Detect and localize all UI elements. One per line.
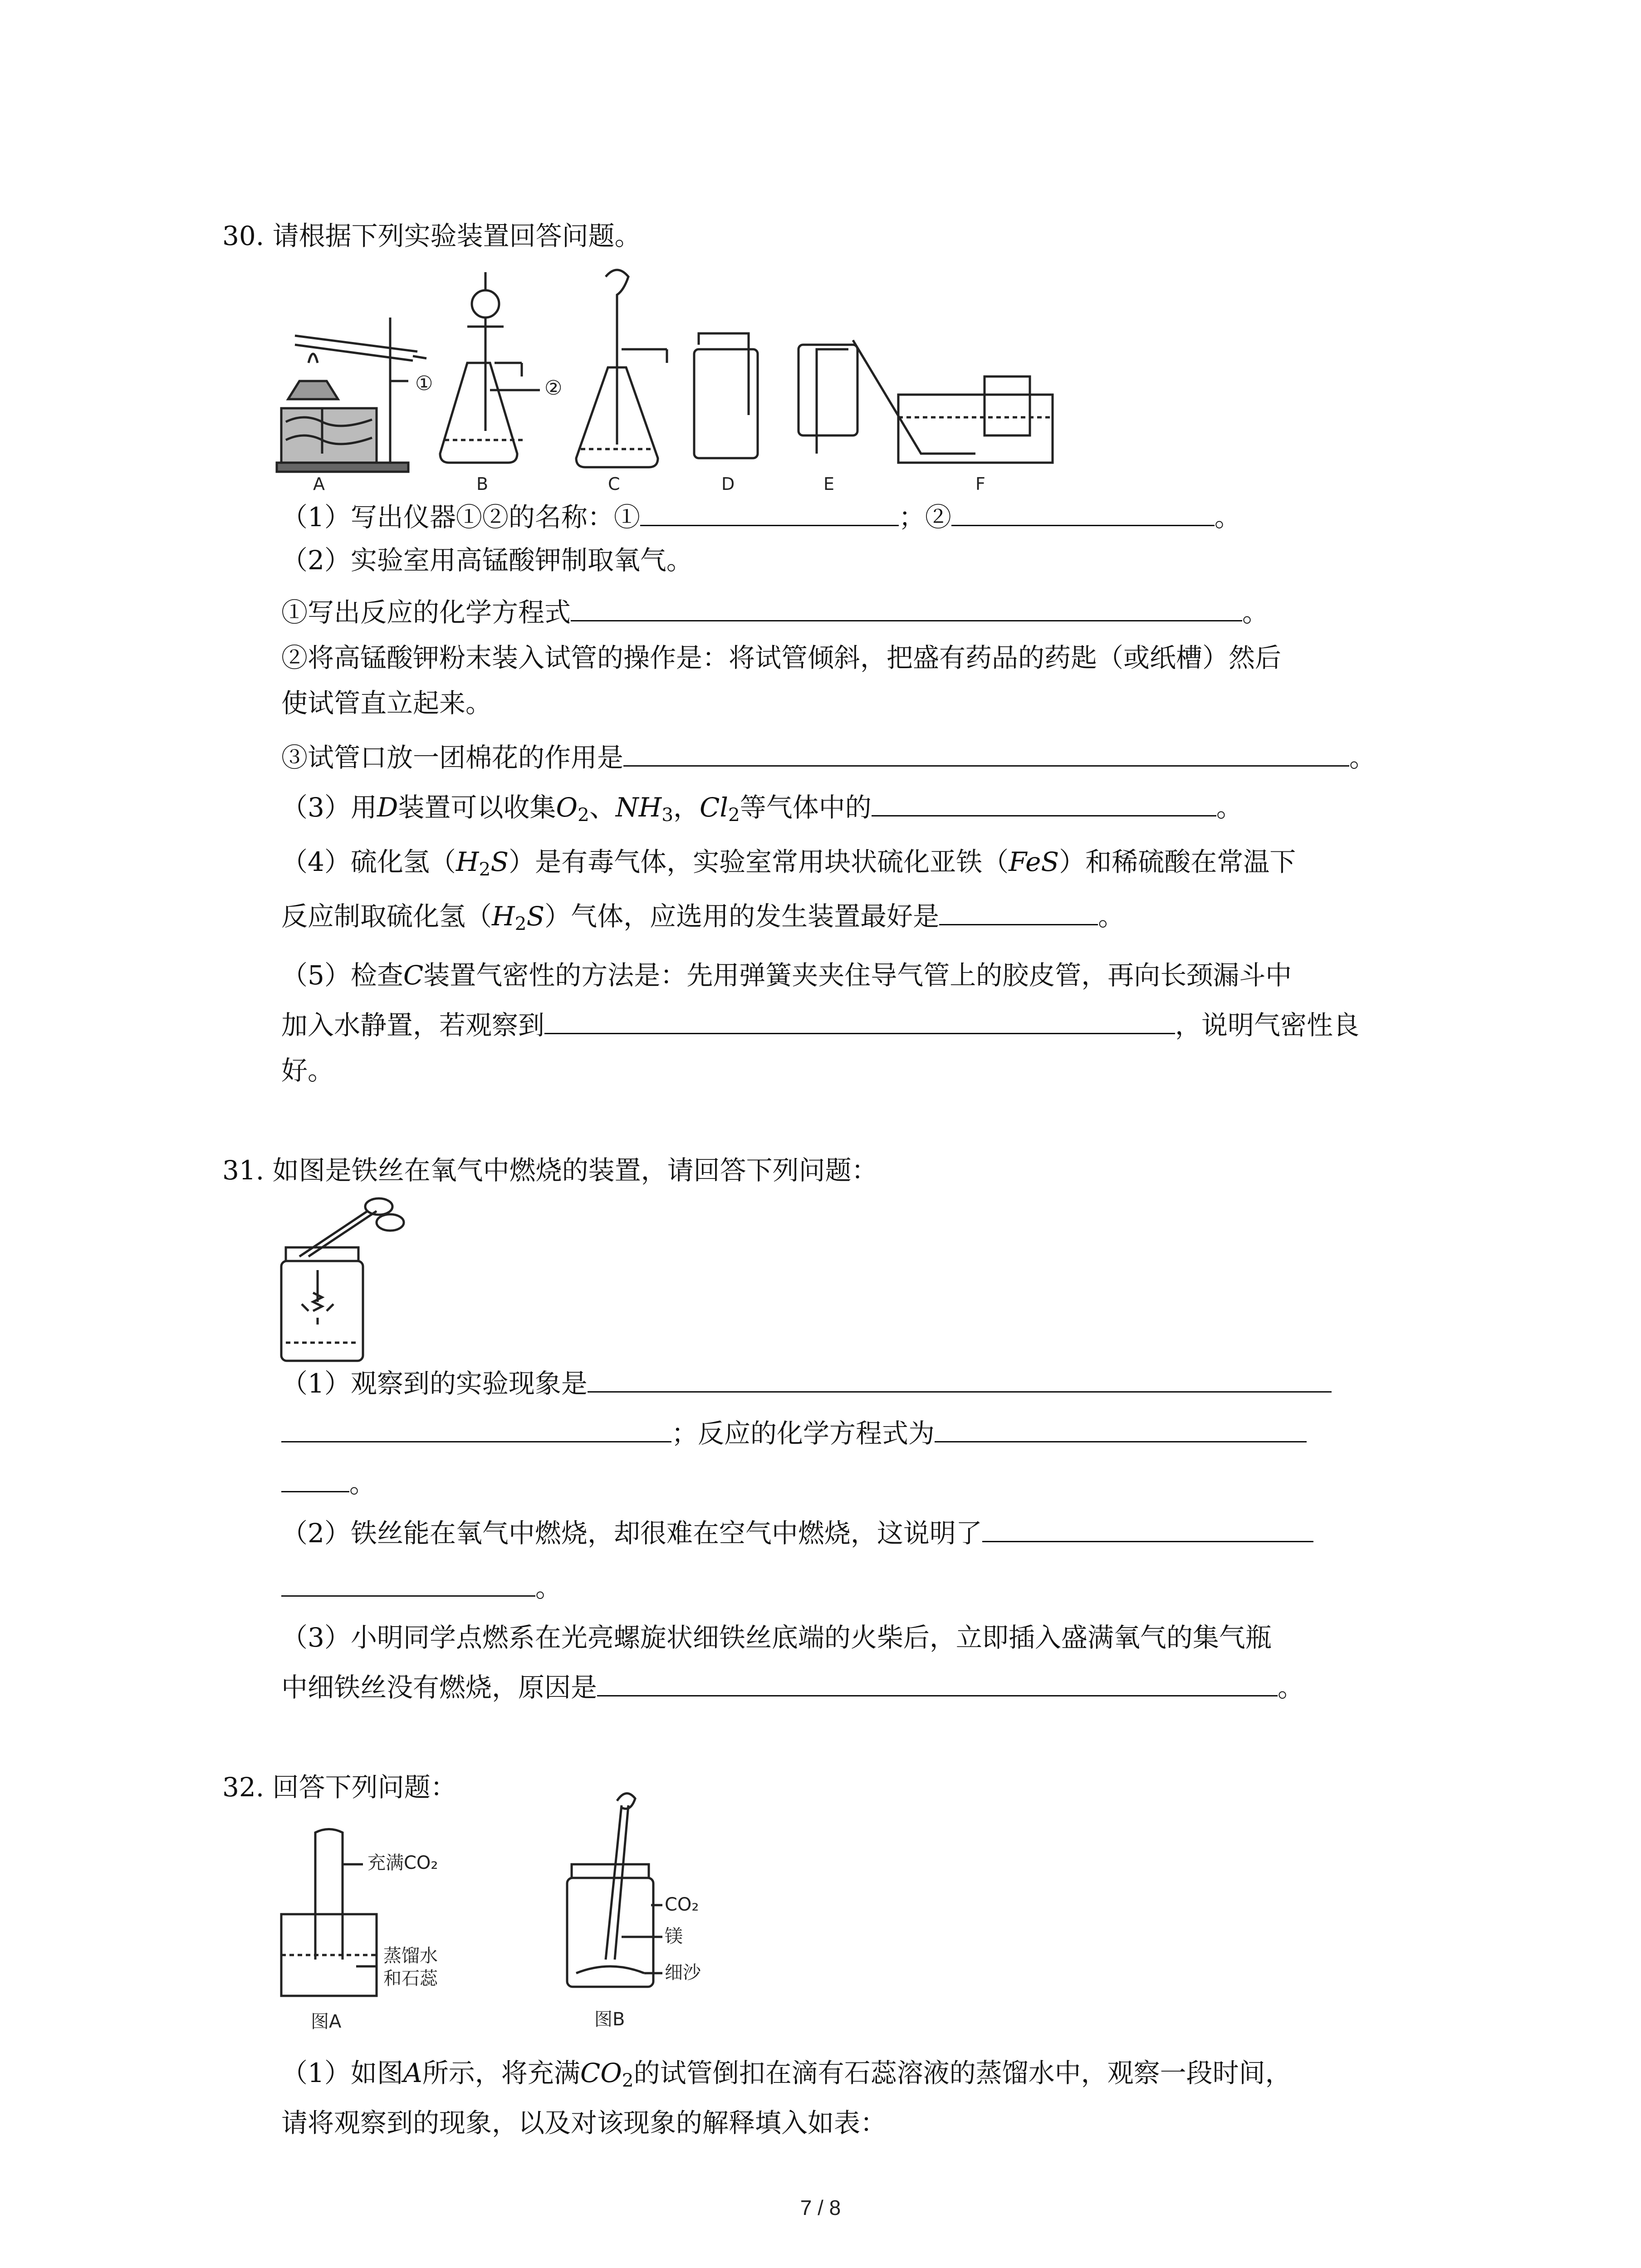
answer-blank[interactable] — [281, 1467, 349, 1492]
figA-caption: 图A — [311, 2011, 342, 2032]
answer-blank[interactable] — [571, 596, 1242, 621]
answer-blank[interactable] — [281, 1418, 671, 1442]
iron-combustion-figure — [272, 1188, 408, 1370]
fig-label-c: C — [608, 474, 620, 494]
q30-part2-3: ③试管口放一团棉花的作用是 。 — [281, 742, 1376, 773]
q30-part5-line1: （5）检查C装置气密性的方法是：先用弹簧夹夹住导气管上的胶皮管，再向长颈漏斗中 — [281, 960, 1292, 991]
figA-label-water: 蒸馏水 — [383, 1945, 438, 1966]
marker-1: ① — [415, 372, 433, 395]
fig-label-e: E — [823, 474, 835, 494]
figB-caption: 图B — [594, 2009, 625, 2030]
answer-blank[interactable] — [935, 1418, 1307, 1442]
answer-blank[interactable] — [623, 742, 1349, 767]
answer-blank[interactable] — [640, 501, 899, 526]
figA-label-co2: 充满CO₂ — [367, 1853, 438, 1873]
q32-stem: 32. 回答下列问题： — [222, 1772, 457, 1803]
answer-blank[interactable] — [951, 501, 1215, 526]
fig-label-f: F — [975, 474, 985, 494]
answer-blank[interactable] — [982, 1517, 1313, 1542]
marker-2: ② — [544, 376, 563, 400]
q31-part2-line2: 。 — [281, 1569, 562, 1606]
fig-label-d: D — [721, 474, 735, 494]
q30-part5-line2: 加入水静置，若观察到 ，说明气密性良 — [281, 1010, 1360, 1041]
answer-blank[interactable] — [281, 1572, 535, 1597]
figA-label-litmus: 和石蕊 — [383, 1968, 438, 1989]
figB-label-sand: 细沙 — [665, 1962, 701, 1983]
q31-stem: 31. 如图是铁丝在氧气中燃烧的装置，请回答下列问题： — [222, 1155, 878, 1186]
answer-blank[interactable] — [544, 1009, 1175, 1034]
q30-part5-line3: 好。 — [281, 1055, 334, 1086]
q30-apparatus-figure — [268, 259, 1084, 494]
q30-part3: （3）用D装置可以收集$O_2$、$NH_3$，$Cl_2$等气体中的 。 — [281, 792, 1243, 826]
co2-figure-b — [554, 1787, 744, 2032]
q31-part3-line1: （3）小明同学点燃系在光亮螺旋状细铁丝底端的火柴后，立即插入盛满氧气的集气瓶 — [281, 1622, 1272, 1653]
co2-figure-a — [272, 1823, 476, 2032]
q30-part1: （1）写出仪器①②的名称：① ；② 。 — [281, 502, 1241, 533]
q31-part1-line1: （1）观察到的实验现象是 — [281, 1365, 1332, 1402]
q31-part1-line2: ；反应的化学方程式为 — [281, 1415, 1307, 1452]
answer-blank[interactable] — [939, 900, 1098, 925]
q30-part4-line2: 反应制取硫化氢$(H_2S)$气体，应选用的发生装置最好是 。 — [281, 901, 1125, 935]
q30-part4-line1: （4）硫化氢$(H_2S)$是有毒气体，实验室常用块状硫化亚铁（FeS）和稀硫酸在常温下 — [281, 846, 1296, 880]
answer-blank[interactable] — [597, 1672, 1278, 1696]
fig-label-a: A — [313, 474, 325, 494]
q32-part1-line1: （1）如图A所示，将充满$CO_2$的试管倒扣在滴有石蕊溶液的蒸馏水中，观察一段时间， — [281, 2058, 1292, 2092]
q31-part2-line1: （2）铁丝能在氧气中燃烧，却很难在空气中燃烧，这说明了 — [281, 1515, 1313, 1551]
figB-label-mg: 镁 — [665, 1926, 683, 1947]
figB-label-co2: CO₂ — [665, 1894, 699, 1915]
q30-part2: （2）实验室用高锰酸钾制取氧气。 — [281, 545, 693, 576]
answer-blank[interactable] — [872, 792, 1216, 816]
q30-part2-2-line2: 使试管直立起来。 — [281, 688, 492, 719]
q30-part2-1: ①写出反应的化学方程式 。 — [281, 597, 1269, 628]
q31-part1-line3: 。 — [281, 1465, 376, 1501]
page-number: 7 / 8 — [800, 2196, 841, 2219]
answer-blank[interactable] — [588, 1368, 1332, 1393]
q30-part2-2-line1: ②将高锰酸钾粉末装入试管的操作是：将试管倾斜，把盛有药品的药匙（或纸槽）然后 — [281, 642, 1282, 673]
q30-stem: 30. 请根据下列实验装置回答问题。 — [222, 220, 641, 251]
q31-part3-line2: 中细铁丝没有燃烧，原因是 。 — [281, 1672, 1304, 1703]
fig-label-b: B — [476, 474, 489, 494]
q32-part1-line2: 请将观察到的现象，以及对该现象的解释填入如表： — [281, 2107, 887, 2138]
